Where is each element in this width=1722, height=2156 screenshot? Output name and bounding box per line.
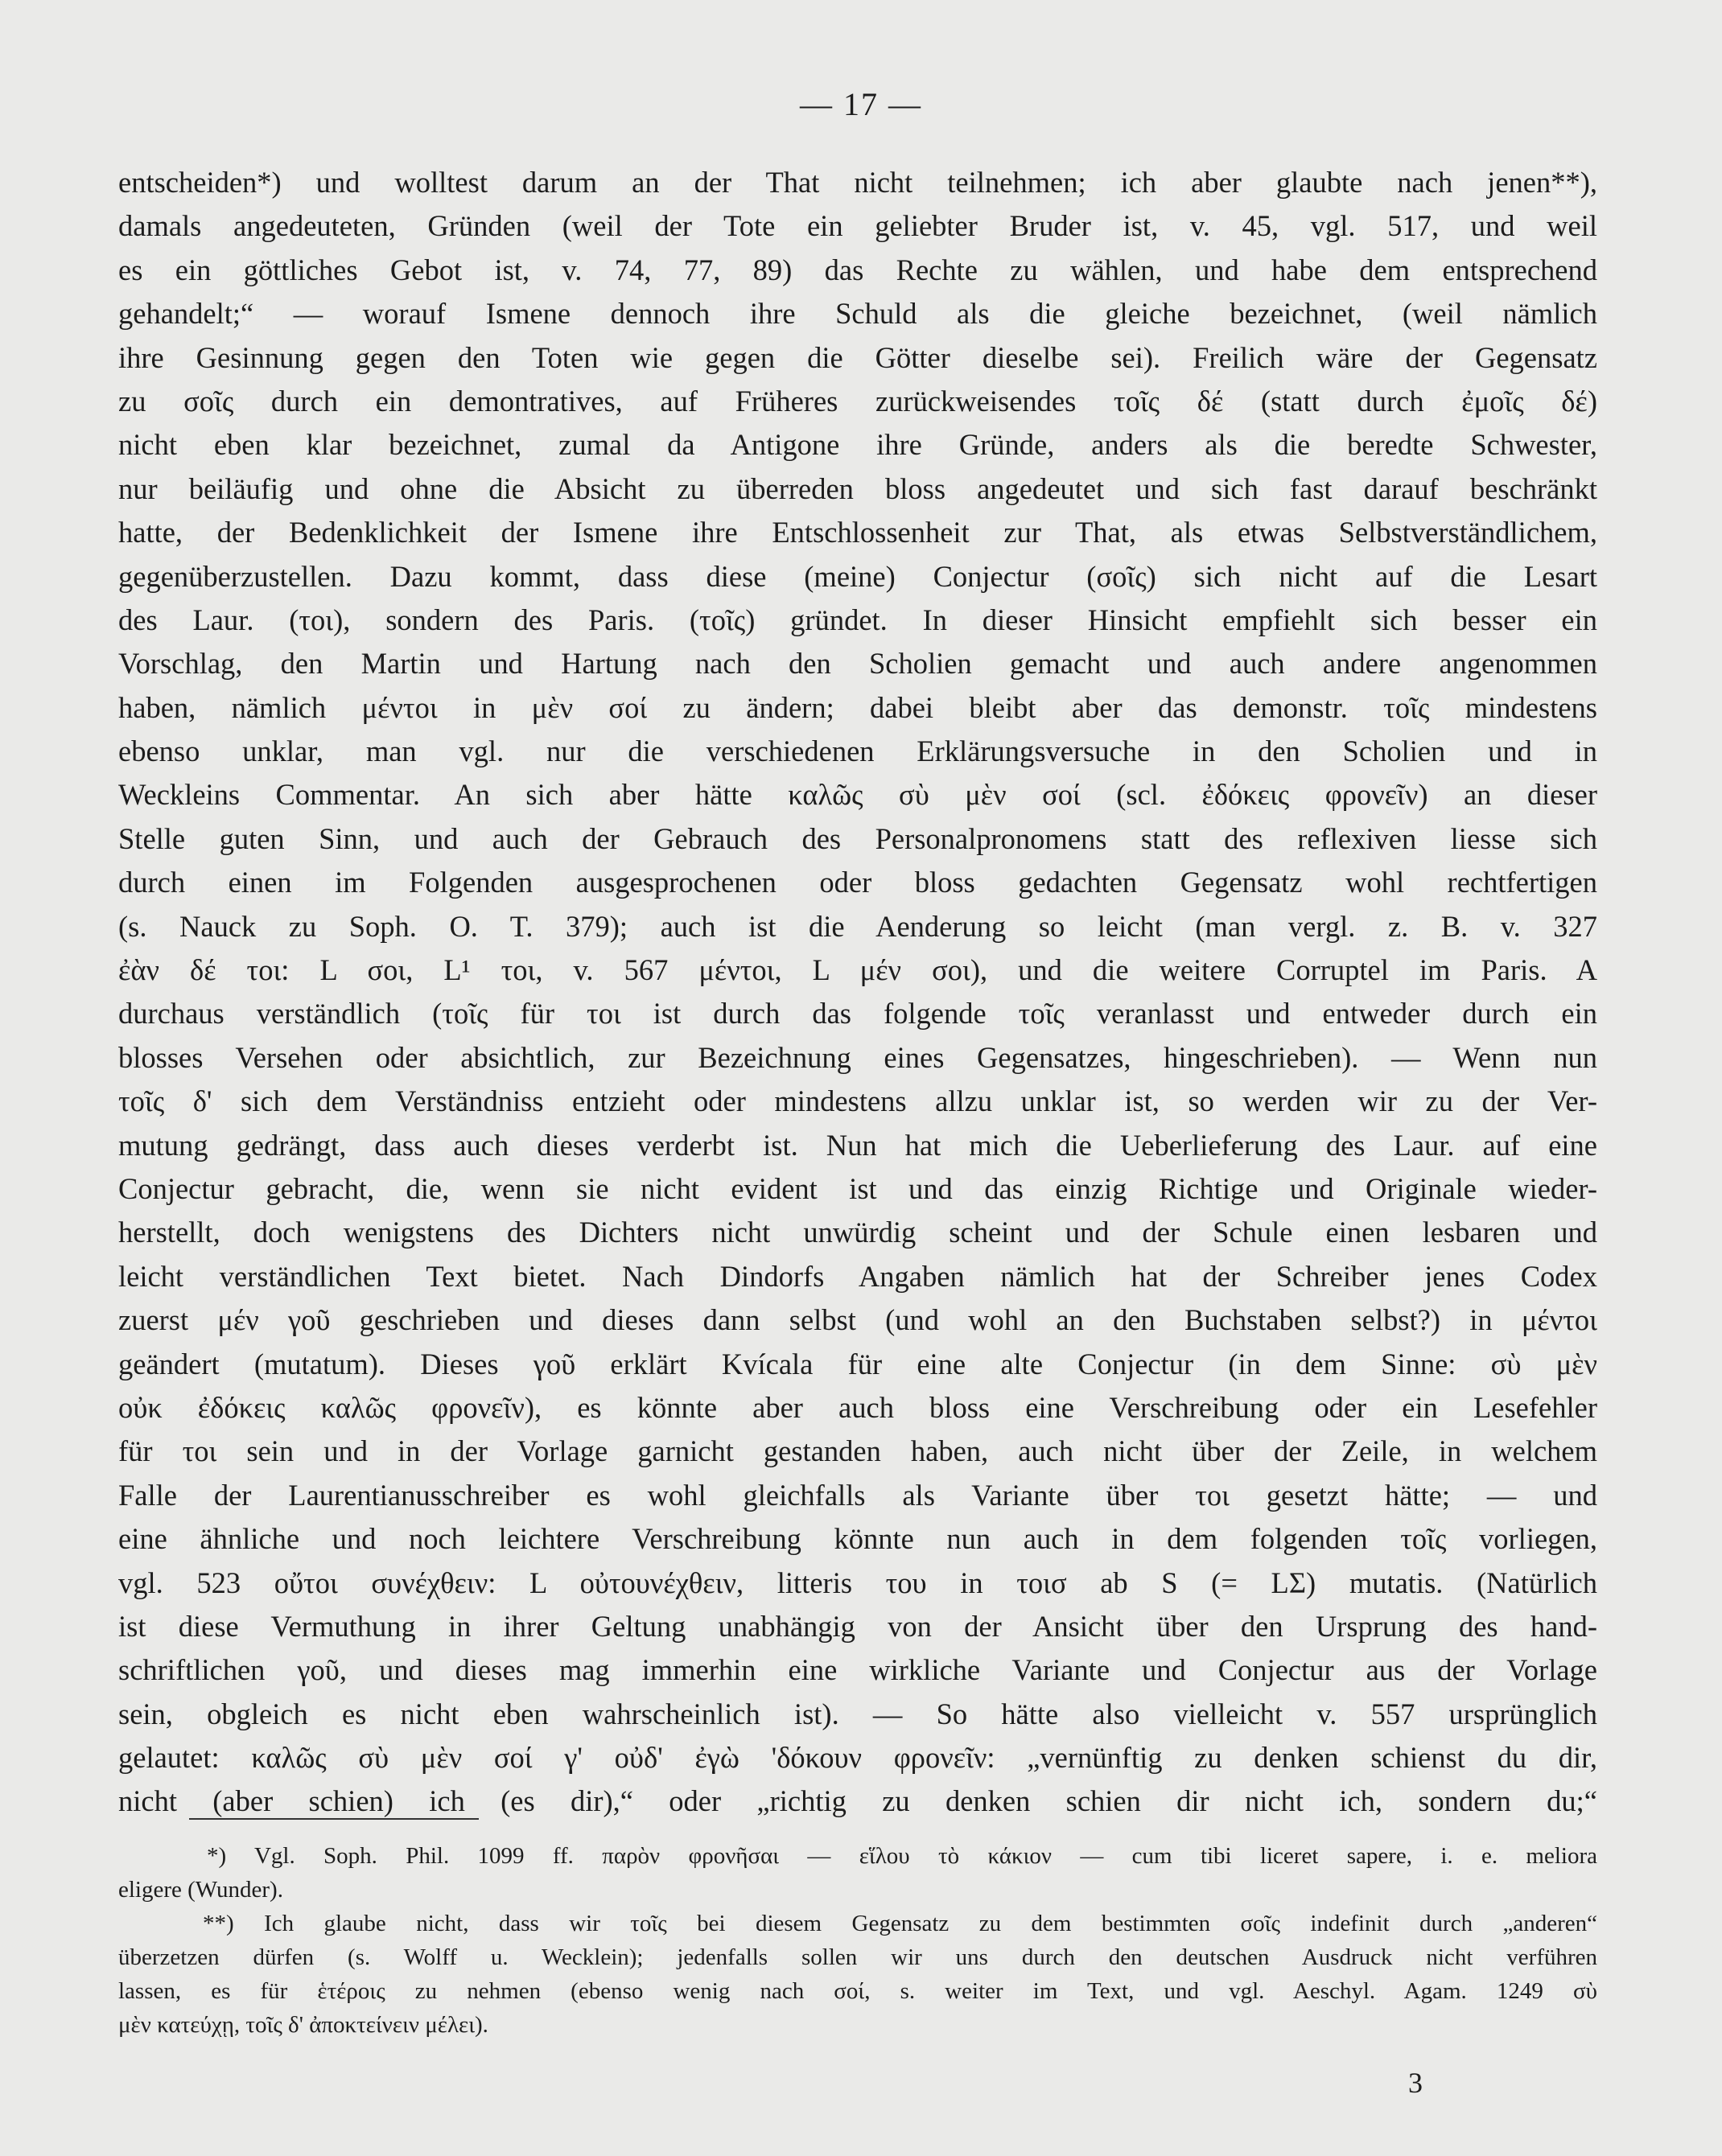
footnote-rule: [189, 1818, 479, 1820]
text-line: nur beiläufig und ohne die Absicht zu überreden bloss angedeutet und sich fast darauf beschränkt: [118, 471, 1597, 505]
text-line: durch einen im Folgenden ausgesprochenen oder bloss gedachten Gegensatz wohl rechtfertigen: [118, 866, 1597, 899]
text-line: haben, nämlich μέντοι in μὲν σοί zu ändern; dabei bleibt aber das demonstr. τοῖς mindestens: [118, 690, 1597, 724]
text-line: zuerst μέν γοῦ geschrieben und dieses dann selbst (und wohl an den Buchstaben selbst?) in μέντοι: [118, 1303, 1597, 1337]
text-line: Falle der Laurentianusschreiber es wohl gleichfalls als Variante über τοι gesetzt hätte; — und: [118, 1478, 1597, 1512]
text-line: gegenüberzustellen. Dazu kommt, dass diese (meine) Conjectur (σοῖς) sich nicht auf die Lesart: [118, 559, 1597, 593]
body-text: [118, 161, 1597, 1824]
text-line: entscheiden*) und wolltest darum an der That nicht teilnehmen; ich aber glaubte nach jenen**),: [118, 166, 1597, 199]
text-line: Vorschlag, den Martin und Hartung nach den Scholien gemacht und auch andere angenommen: [118, 647, 1597, 681]
text-line: vgl. 523 οὔτοι συνέχθειν: L οὐτουνέχθειν, litteris του in τοισ ab S (= LΣ) mutatis. (Natürlich: [118, 1566, 1597, 1599]
footnote-line: eligere (Wunder).: [118, 1877, 283, 1903]
text-line: Weckleins Commentar. An sich aber hätte καλῶς σὺ μὲν σοί (scl. ἐδόκεις φρονεῖν) an dieser: [118, 778, 1597, 812]
signature-mark: 3: [1408, 2067, 1423, 2099]
text-line: ebenso unklar, man vgl. nur die verschiedenen Erklärungsversuche in den Scholien und in: [118, 734, 1597, 768]
text-line: Conjectur gebracht, die, wenn sie nicht evident ist und das einzig Richtige und Originale wieder-: [118, 1171, 1597, 1205]
text-line: Stelle guten Sinn, und auch der Gebrauch des Personalpronomens statt des reflexiven liesse sich: [118, 821, 1597, 855]
text-line: zu σοῖς durch ein demontratives, auf Früheres zurückweisendes τοῖς δέ (statt durch ἐμοῖς δέ): [118, 384, 1597, 418]
footnotes: [118, 1839, 1597, 2042]
text-line: sein, obgleich es nicht eben wahrscheinlich ist). — So hätte also vielleicht v. 557 ursprünglich: [118, 1697, 1597, 1730]
text-line: gelautet: καλῶς σὺ μὲν σοί γ' οὐδ' ἐγὼ 'δόκουν φρονεῖν: „vernünftig zu denken schienst du dir,: [118, 1741, 1597, 1775]
text-line: eine ähnliche und noch leichtere Verschreibung könnte nun auch in dem folgenden τοῖς vorliegen,: [118, 1522, 1597, 1556]
text-line: hatte, der Bedenklichkeit der Ismene ihre Entschlossenheit zur That, als etwas Selbstverständlichem,: [118, 516, 1597, 549]
text-line: leicht verständlichen Text bietet. Nach Dindorfs Angaben nämlich hat der Schreiber jenes Codex: [118, 1259, 1597, 1293]
footnote-line: *) Vgl. Soph. Phil. 1099 ff. παρὸν φρονῆσαι — εἵλου τὸ κάκιον — cum tibi liceret sapere, i. e. meliora: [207, 1843, 1597, 1869]
text-line: τοῖς δ' sich dem Verständniss entzieht oder mindestens allzu unklar ist, so werden wir zu der Ver-: [118, 1084, 1597, 1118]
text-line: des Laur. (τοι), sondern des Paris. (τοῖς) gründet. In dieser Hinsicht empfiehlt sich besser ein: [118, 603, 1597, 636]
text-line: ἐὰν δέ τοι: L σοι, L¹ τοι, v. 567 μέντοι, L μέν σοι), und die weitere Corruptel im Paris. A: [118, 953, 1597, 987]
text-line: durchaus verständlich (τοῖς für τοι ist durch das folgende τοῖς veranlasst und entweder durch ein: [118, 997, 1597, 1031]
text-line: herstellt, doch wenigstens des Dichters nicht unwürdig scheint und der Schule einen lesbaren und: [118, 1216, 1597, 1249]
text-line: blosses Versehen oder absichtlich, zur Bezeichnung eines Gegensatzes, hingeschrieben). — Wenn nun: [118, 1040, 1597, 1074]
page-number: — 17 —: [800, 86, 922, 122]
text-line: (s. Nauck zu Soph. O. T. 379); auch ist die Aenderung so leicht (man vergl. z. B. v. 327: [118, 909, 1597, 943]
text-line: nicht eben klar bezeichnet, zumal da Antigone ihre Gründe, anders als die beredte Schwester,: [118, 428, 1597, 462]
text-line: für τοι sein und in der Vorlage garnicht gestanden haben, auch nicht über der Zeile, in welchem: [118, 1434, 1597, 1468]
text-line: es ein göttliches Gebot ist, v. 74, 77, 89) das Rechte zu wählen, und habe dem entsprechend: [118, 253, 1597, 286]
text-line: gehandelt;“ — worauf Ismene dennoch ihre Schuld als die gleiche bezeichnet, (weil nämlich: [118, 297, 1597, 331]
footnote-line: **) Ich glaube nicht, dass wir τοῖς bei diesem Gegensatz zu dem bestimmten σοῖς indefinit durch „anderen“: [203, 1911, 1597, 1936]
text-line: ist diese Vermuthung in ihrer Geltung unabhängig von der Ansicht über den Ursprung des hand-: [118, 1609, 1597, 1643]
text-line: οὐκ ἐδόκεις καλῶς φρονεῖν), es könnte aber auch bloss eine Verschreibung oder ein Lesefehler: [118, 1390, 1597, 1424]
footnote-line: überzetzen dürfen (s. Wolff u. Wecklein); jedenfalls sollen wir uns durch den deutschen Ausdruck nicht verführen: [118, 1944, 1597, 1970]
text-line: nicht (aber schien) ich (es dir),“ oder „richtig zu denken schien dir nicht ich, sondern du;“: [118, 1784, 1597, 1818]
text-line: ihre Gesinnung gegen den Toten wie gegen die Götter dieselbe sei). Freilich wäre der Gegensatz: [118, 340, 1597, 374]
text-line: mutung gedrängt, dass auch dieses verderbt ist. Nun hat mich die Ueberlieferung des Laur. auf eine: [118, 1128, 1597, 1162]
text-line: damals angedeuteten, Gründen (weil der Tote ein geliebter Bruder ist, v. 45, vgl. 517, und weil: [118, 209, 1597, 243]
footnote-line: lassen, es für ἑτέροις zu nehmen (ebenso wenig nach σοί, s. weiter im Text, und vgl. Aeschyl. Agam. 1249 σὺ: [118, 1978, 1597, 2004]
text-line: schriftlichen γοῦ, und dieses mag immerhin eine wirkliche Variante und Conjectur aus der Vorlage: [118, 1653, 1597, 1687]
text-line: geändert (mutatum). Dieses γοῦ erklärt Kvícala für eine alte Conjectur (in dem Sinne: σὺ μὲν: [118, 1347, 1597, 1380]
footnote-line: μὲν κατεύχῃ, τοῖς δ' ἀποκτείνειν μέλει).: [118, 2012, 488, 2038]
